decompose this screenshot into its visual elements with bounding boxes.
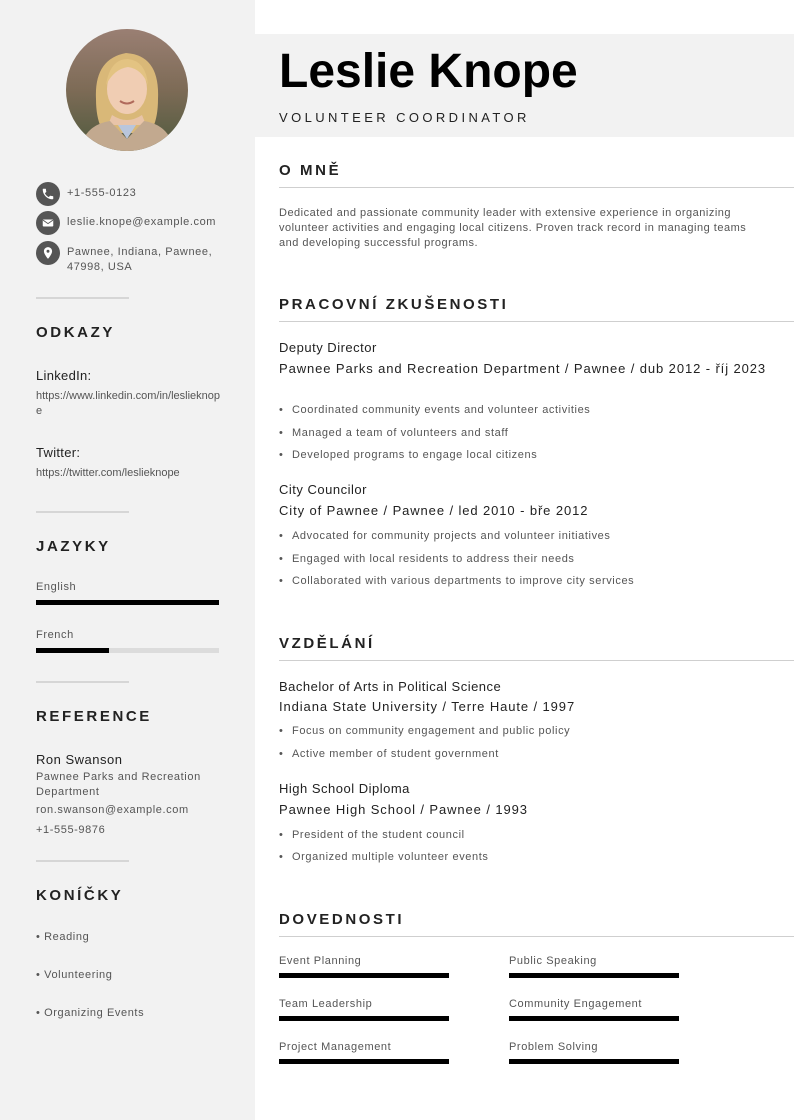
skill-name: Problem Solving bbox=[509, 1041, 599, 1053]
skill-level-bar bbox=[509, 1016, 679, 1021]
job-title: VOLUNTEER COORDINATOR bbox=[279, 110, 530, 125]
contact-email bbox=[36, 211, 216, 235]
hobby-label: Reading bbox=[44, 931, 90, 943]
skill-name: Public Speaking bbox=[509, 955, 597, 967]
skill-level-bar bbox=[509, 1059, 679, 1064]
education-degree: High School Diploma bbox=[279, 781, 410, 796]
phone-text: +1-555-0123 bbox=[67, 187, 137, 199]
skill-name: Community Engagement bbox=[509, 998, 643, 1010]
skill-level-fill bbox=[509, 1016, 679, 1021]
linkedin-link[interactable]: https://www.linkedin.com/in/leslieknope bbox=[36, 390, 221, 417]
job-bullet: • Developed programs to engage local citizens bbox=[279, 449, 537, 461]
hobby-label: Organizing Events bbox=[44, 1007, 145, 1019]
education-school: Indiana State University / Terre Haute / 1997 bbox=[279, 699, 576, 714]
twitter-link[interactable]: https://twitter.com/leslieknope bbox=[36, 467, 180, 479]
job-organization: Pawnee Parks and Recreation Department / Pawnee / dub 2012 - říj 2023 bbox=[279, 361, 767, 376]
linkedin-label: LinkedIn: bbox=[36, 368, 92, 383]
about-text: Dedicated and passionate community leader with extensive experience in organizing volunteer activities and engaging local citizens. Proven track record in managing teams and developing successful programs. bbox=[279, 207, 747, 249]
job-organization: City of Pawnee / Pawnee / led 2010 - bře 2012 bbox=[279, 503, 589, 518]
contact-address bbox=[36, 241, 212, 275]
hobby-item: • Reading bbox=[36, 931, 90, 943]
skill-level-fill bbox=[509, 973, 679, 978]
mail-icon bbox=[36, 211, 60, 235]
sidebar bbox=[0, 0, 255, 1120]
section-rule bbox=[279, 660, 794, 661]
hobby-item: • Organizing Events bbox=[36, 1007, 145, 1019]
job-bullet: • Collaborated with various departments to improve city services bbox=[279, 575, 634, 587]
language-level-fill bbox=[36, 648, 109, 653]
languages-heading: JAZYKY bbox=[36, 538, 111, 555]
main-content bbox=[255, 0, 794, 1120]
job-role: Deputy Director bbox=[279, 340, 377, 355]
reference-org-line-2: Department bbox=[36, 786, 100, 798]
sidebar-divider bbox=[36, 681, 129, 683]
email-text: leslie.knope@example.com bbox=[67, 216, 217, 228]
education-degree: Bachelor of Arts in Political Science bbox=[279, 679, 502, 694]
skill-level-bar bbox=[279, 973, 449, 978]
skill-level-fill bbox=[509, 1059, 679, 1064]
language-level-fill bbox=[36, 600, 219, 605]
skill-name: Event Planning bbox=[279, 955, 362, 967]
location-pin-icon bbox=[36, 241, 60, 265]
skill-level-fill bbox=[279, 1059, 449, 1064]
sidebar-divider bbox=[36, 297, 129, 299]
address-line-2: 47998, USA bbox=[67, 261, 133, 273]
full-name: Leslie Knope bbox=[279, 45, 578, 98]
skill-level-bar bbox=[279, 1016, 449, 1021]
reference-organization bbox=[36, 770, 236, 800]
language-level-bar bbox=[36, 600, 219, 605]
references-heading: REFERENCE bbox=[36, 708, 152, 725]
skill-level-bar bbox=[509, 973, 679, 978]
reference-phone: +1-555-9876 bbox=[36, 824, 106, 836]
sidebar-divider bbox=[36, 511, 129, 513]
skill-level-bar bbox=[279, 1059, 449, 1064]
twitter-label: Twitter: bbox=[36, 445, 81, 460]
skill-name: Team Leadership bbox=[279, 998, 373, 1010]
language-name: French bbox=[36, 629, 74, 641]
skill-name: Project Management bbox=[279, 1041, 392, 1053]
education-bullet: • Active member of student government bbox=[279, 748, 499, 760]
section-rule bbox=[279, 936, 794, 937]
skill-level-fill bbox=[279, 1016, 449, 1021]
address-line-1: Pawnee, Indiana, Pawnee, bbox=[67, 246, 213, 258]
hobbies-heading: KONÍČKY bbox=[36, 887, 124, 904]
address-text bbox=[67, 245, 212, 275]
skill-level-fill bbox=[279, 973, 449, 978]
reference-email: ron.swanson@example.com bbox=[36, 804, 189, 816]
education-heading: VZDĚLÁNÍ bbox=[279, 635, 375, 652]
section-rule bbox=[279, 321, 794, 322]
job-bullet: • Engaged with local residents to address their needs bbox=[279, 553, 575, 565]
language-level-bar bbox=[36, 648, 219, 653]
education-bullet: • Focus on community engagement and public policy bbox=[279, 725, 570, 737]
education-school: Pawnee High School / Pawnee / 1993 bbox=[279, 802, 528, 817]
language-name: English bbox=[36, 581, 77, 593]
education-bullet: • Organized multiple volunteer events bbox=[279, 851, 488, 863]
hobby-label: Volunteering bbox=[44, 969, 113, 981]
about-heading: O MNĚ bbox=[279, 162, 342, 179]
hobby-item: • Volunteering bbox=[36, 969, 113, 981]
links-heading: ODKAZY bbox=[36, 324, 115, 341]
contact-phone bbox=[36, 182, 136, 206]
job-bullet: • Coordinated community events and volunteer activities bbox=[279, 404, 590, 416]
phone-icon bbox=[36, 182, 60, 206]
job-bullet: • Advocated for community projects and volunteer initiatives bbox=[279, 530, 611, 542]
reference-org-line-1: Pawnee Parks and Recreation bbox=[36, 771, 201, 783]
section-rule bbox=[279, 187, 794, 188]
skills-heading: DOVEDNOSTI bbox=[279, 911, 405, 928]
experience-heading: PRACOVNÍ ZKUŠENOSTI bbox=[279, 296, 509, 313]
education-bullet: • President of the student council bbox=[279, 829, 465, 841]
job-bullet: • Managed a team of volunteers and staff bbox=[279, 427, 508, 439]
avatar bbox=[66, 29, 188, 151]
job-role: City Councilor bbox=[279, 482, 367, 497]
reference-name: Ron Swanson bbox=[36, 752, 123, 767]
sidebar-divider bbox=[36, 860, 129, 862]
